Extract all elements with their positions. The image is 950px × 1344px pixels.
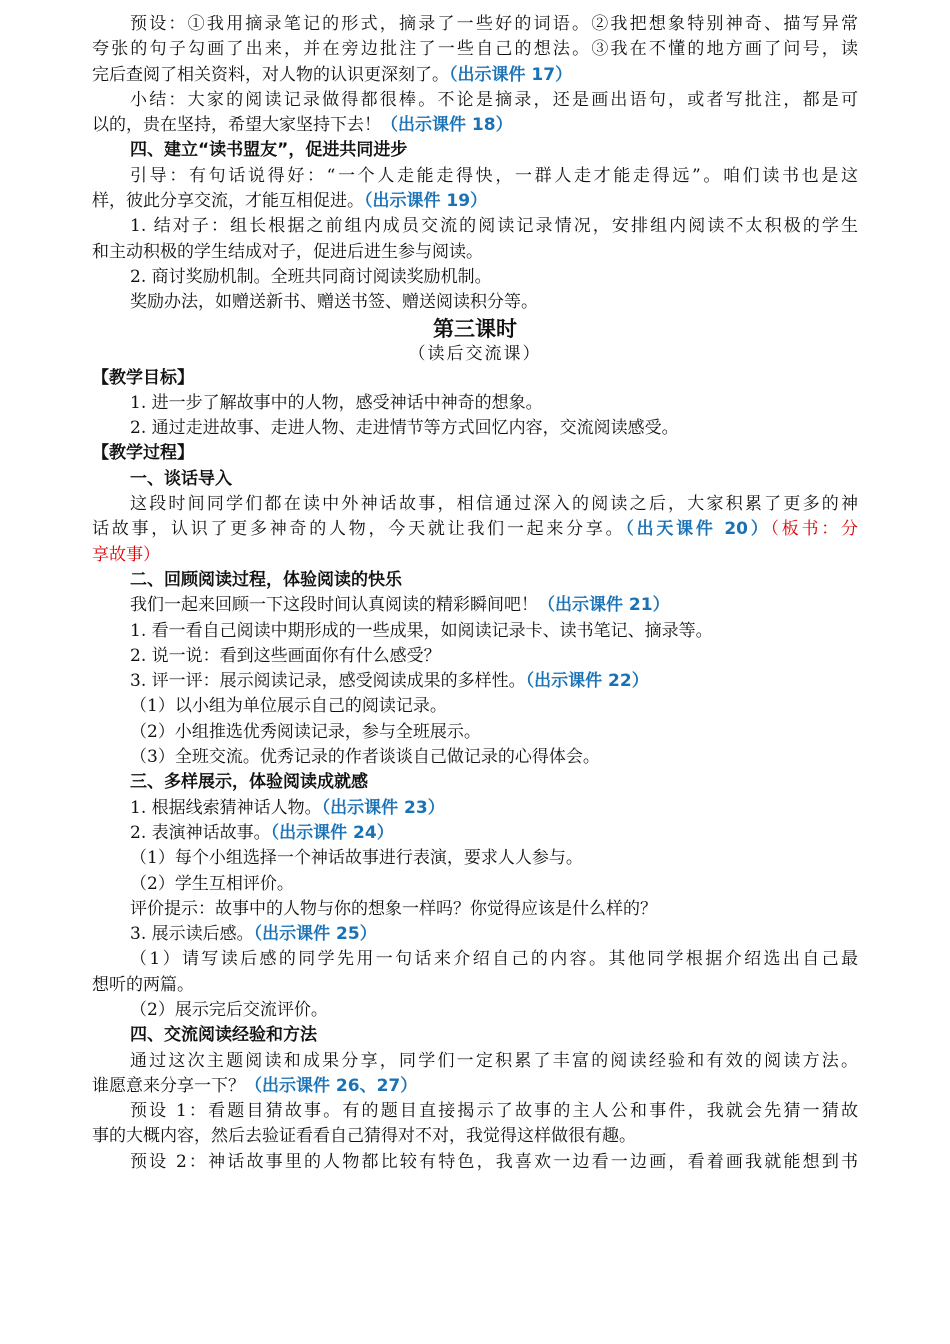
text-span: 谁愿意来分享一下？ bbox=[92, 1075, 245, 1096]
text-span: 三、多样展示，体验阅读成就感 bbox=[130, 772, 368, 793]
text-span: 想听的两篇。 bbox=[92, 974, 194, 995]
paragraph-line bbox=[92, 947, 858, 972]
text-span: 小结：大家的阅读记录做得都很棒。不论是摘录，还是画出语句，或者写批注，都是可 bbox=[130, 89, 858, 110]
section-heading bbox=[92, 1023, 858, 1048]
paragraph-line bbox=[92, 1124, 858, 1149]
text-span: （1）请写读后感的同学先用一句话来介绍自己的内容。其他同学根据介绍选出自己最 bbox=[130, 949, 858, 970]
paragraph-line bbox=[92, 240, 858, 265]
text-span: 二、回顾阅读过程，体验阅读的快乐 bbox=[130, 569, 402, 590]
text-span: （1）每个小组选择一个神话故事进行表演，要求人人参与。 bbox=[130, 848, 583, 869]
paragraph-line bbox=[92, 669, 858, 694]
text-span: 2. 表演神话故事。 bbox=[130, 822, 271, 843]
text-span: 【教学过程】 bbox=[92, 443, 194, 464]
paragraph-line bbox=[92, 720, 858, 745]
text-span: 【教学目标】 bbox=[92, 367, 194, 388]
text-span: （1）以小组为单位展示自己的阅读记录。 bbox=[130, 696, 447, 717]
text-span: 3. 展示读后感。 bbox=[130, 924, 254, 945]
paragraph-line bbox=[92, 290, 858, 315]
text-span: 1. 看一看自己阅读中期形成的一些成果，如阅读记录卡、读书笔记、摘录等。 bbox=[130, 620, 713, 641]
text-span: 四、建立“读书盟友”，促进共同进步 bbox=[130, 140, 408, 161]
paragraph-line bbox=[92, 37, 858, 62]
text-span: 预设 1：看题目猜故事。有的题目直接揭示了故事的主人公和事件，我就会先猜一猜故 bbox=[130, 1101, 858, 1122]
paragraph-line bbox=[92, 63, 858, 88]
paragraph-line bbox=[92, 265, 858, 290]
section-heading bbox=[92, 366, 858, 391]
paragraph-line bbox=[92, 164, 858, 189]
paragraph-line bbox=[92, 1099, 858, 1124]
paragraph-line bbox=[92, 745, 858, 770]
text-span: 第三课时 bbox=[433, 316, 517, 341]
blackboard-note: （板书：分 bbox=[770, 519, 859, 540]
paragraph-line bbox=[92, 1074, 858, 1099]
text-span: 2. 说一说：看到这些画面你有什么感受？ bbox=[130, 645, 441, 666]
paragraph-line bbox=[92, 189, 858, 214]
text-span: 话故事，认识了更多神奇的人物，今天就让我们一起来分享。 bbox=[92, 519, 626, 540]
courseware-note: （出示课件 23） bbox=[321, 797, 445, 818]
text-span: 样，彼此分享交流，才能互相促进。 bbox=[92, 191, 364, 212]
text-span: 我们一起来回顾一下这段时间认真阅读的精彩瞬间吧！ bbox=[130, 595, 538, 616]
paragraph-line bbox=[92, 214, 858, 239]
section-heading bbox=[92, 467, 858, 492]
paragraph-line bbox=[92, 872, 858, 897]
paragraph-line bbox=[92, 821, 858, 846]
blackboard-note bbox=[92, 543, 858, 568]
text-span: 享故事） bbox=[92, 544, 160, 565]
paragraph-line bbox=[92, 391, 858, 416]
paragraph-line bbox=[92, 416, 858, 441]
text-span: （读后交流课） bbox=[408, 343, 542, 364]
paragraph-line bbox=[92, 973, 858, 998]
section-heading bbox=[92, 138, 858, 163]
paragraph-line bbox=[92, 922, 858, 947]
text-span: 四、交流阅读经验和方法 bbox=[130, 1025, 317, 1046]
paragraph-line bbox=[92, 694, 858, 719]
courseware-note: （出示课件 21） bbox=[538, 595, 670, 616]
courseware-note: （出示课件 26、27） bbox=[245, 1075, 418, 1096]
courseware-note: （出示课件 25） bbox=[253, 924, 377, 945]
text-span: 1. 进一步了解故事中的人物，感受神话中神奇的想象。 bbox=[130, 392, 543, 413]
lesson-subtitle bbox=[92, 342, 858, 366]
courseware-note: （出示课件 19） bbox=[364, 191, 488, 212]
text-span: （2）小组推选优秀阅读记录，参与全班展示。 bbox=[130, 721, 481, 742]
text-span: 这段时间同学们都在读中外神话故事，相信通过深入的阅读之后，大家积累了更多的神 bbox=[130, 494, 858, 515]
text-span: 2. 通过走进故事、走进人物、走进情节等方式回忆内容，交流阅读感受。 bbox=[130, 418, 679, 439]
paragraph-line bbox=[92, 88, 858, 113]
text-span: 通过这次主题阅读和成果分享，同学们一定积累了丰富的阅读经验和有效的阅读方法。 bbox=[130, 1050, 858, 1071]
courseware-note: （出示课件 22） bbox=[525, 671, 649, 692]
text-span: 预设：①我用摘录笔记的形式，摘录了一些好的词语。②我把想象特别神奇、描写异常 bbox=[130, 14, 858, 34]
section-heading bbox=[92, 770, 858, 795]
text-span: 预设 2：神话故事里的人物都比较有特色，我喜欢一边看一边画，看着画我就能想到书 bbox=[130, 1151, 858, 1172]
text-span: 1. 根据线索猜神话人物。 bbox=[130, 797, 322, 818]
text-span: 夸张的句子勾画了出来，并在旁边批注了一些自己的想法。③我在不懂的地方画了问号，读 bbox=[92, 39, 858, 60]
paragraph-line bbox=[92, 492, 858, 517]
text-span: 评价提示：故事中的人物与你的想象一样吗？你觉得应该是什么样的？ bbox=[130, 898, 657, 919]
section-heading bbox=[92, 568, 858, 593]
courseware-note: （出天课件 20） bbox=[625, 519, 771, 540]
text-span: 和主动积极的学生结成对子，促进后进生参与阅读。 bbox=[92, 241, 483, 262]
lesson-title bbox=[92, 316, 858, 342]
paragraph-line bbox=[92, 517, 858, 542]
text-span: 事的大概内容，然后去验证看看自己猜得对不对，我觉得这样做很有趣。 bbox=[92, 1126, 636, 1147]
text-span: 一、谈话导入 bbox=[130, 468, 232, 489]
text-span: （3）全班交流。优秀记录的作者谈谈自己做记录的心得体会。 bbox=[130, 747, 600, 768]
courseware-note: （出示课件 18） bbox=[381, 115, 513, 136]
text-span: 引导：有句话说得好：“一个人走能走得快，一群人走才能走得远”。咱们读书也是这 bbox=[130, 165, 858, 186]
text-span: 以的，贵在坚持，希望大家坚持下去！ bbox=[92, 115, 381, 136]
text-span: （2）展示完后交流评价。 bbox=[130, 999, 328, 1020]
text-span: 2. 商讨奖励机制。全班共同商讨阅读奖励机制。 bbox=[130, 266, 492, 287]
text-span: 完后查阅了相关资料，对人物的认识更深刻了。 bbox=[92, 64, 449, 85]
text-span: 1. 结对子：组长根据之前组内成员交流的阅读记录情况，安排组内阅读不太积极的学生 bbox=[130, 216, 858, 237]
courseware-note: （出示课件 17） bbox=[449, 64, 573, 85]
text-span: （2）学生互相评价。 bbox=[130, 873, 294, 894]
paragraph-line bbox=[92, 846, 858, 871]
paragraph-line bbox=[92, 113, 858, 138]
paragraph-line bbox=[92, 796, 858, 821]
section-heading bbox=[92, 441, 858, 466]
paragraph-line bbox=[92, 593, 858, 618]
courseware-note: （出示课件 24） bbox=[270, 822, 394, 843]
paragraph-line bbox=[92, 619, 858, 644]
paragraph-line bbox=[92, 644, 858, 669]
text-span: 3. 评一评：展示阅读记录，感受阅读成果的多样性。 bbox=[130, 671, 526, 692]
paragraph-line bbox=[92, 12, 858, 37]
paragraph-line bbox=[92, 897, 858, 922]
paragraph-line bbox=[92, 1049, 858, 1074]
paragraph-line bbox=[92, 1150, 858, 1175]
paragraph-line bbox=[92, 998, 858, 1023]
text-span: 奖励办法，如赠送新书、赠送书签、赠送阅读积分等。 bbox=[130, 292, 538, 313]
